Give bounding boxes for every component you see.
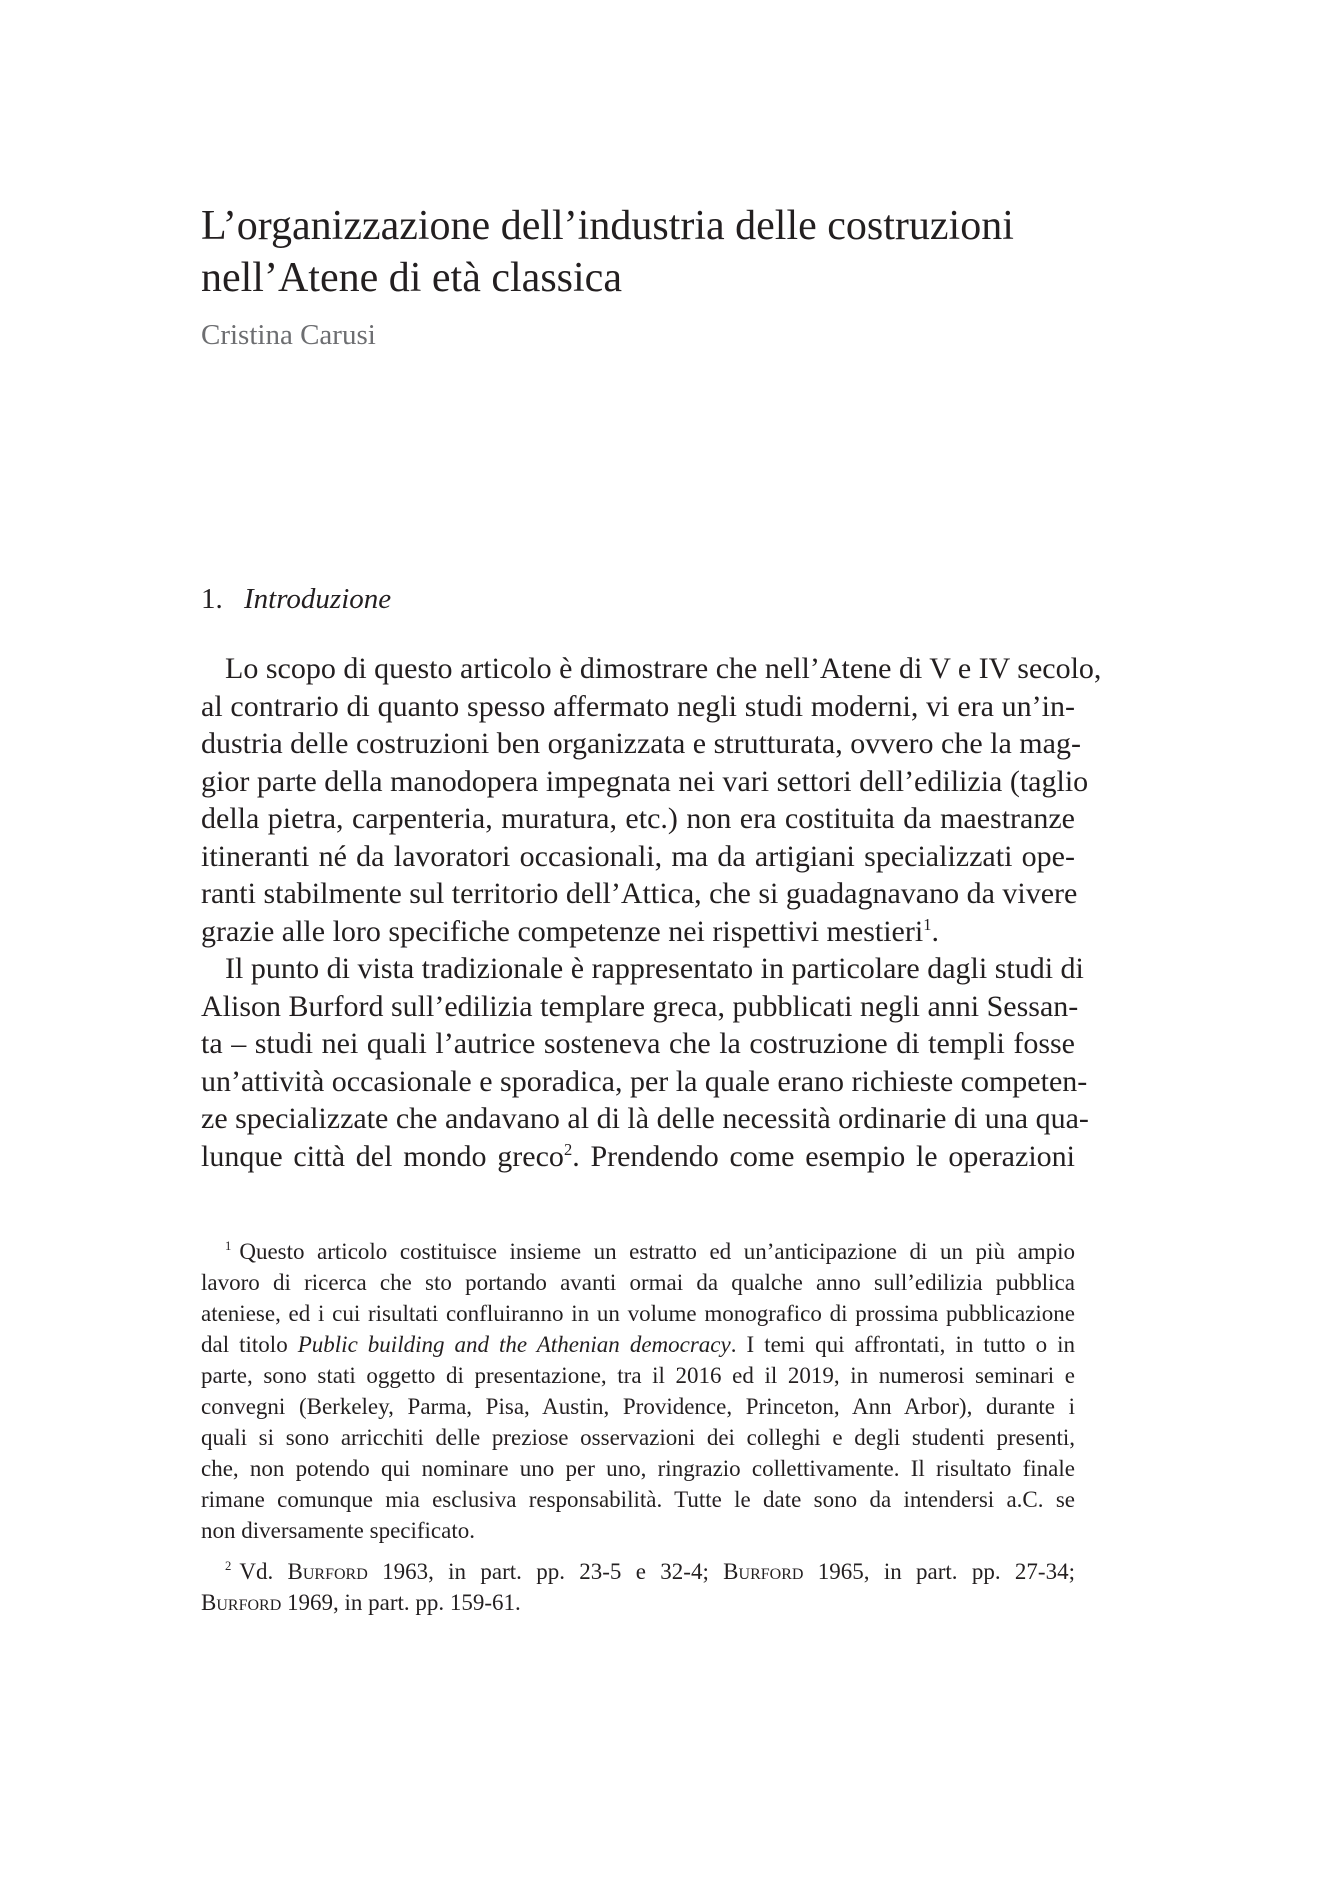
- body-line: Il punto di vista tradizionale è rappresentato in particolare dagli studi di: [225, 952, 1084, 985]
- footnote-text: Questo articolo costituisce insieme un estratto ed un’anticipazione di un più ampio: [239, 1239, 1075, 1264]
- footnote-line: ateniese, ed i cui risultati confluiranno in un volume monografico di prossima pubblicazione: [201, 1301, 1075, 1326]
- body-line: dustria delle costruzioni ben organizzata e strutturata, ovvero che la mag-: [201, 727, 1081, 760]
- footnote-ref-2[interactable]: 2: [563, 1139, 573, 1159]
- footnote-2: [201, 1556, 1075, 1618]
- body-line: gior parte della manodopera impegnata nei vari settori dell’edilizia (taglio: [201, 764, 1089, 798]
- body-line: ranti stabilmente sul territorio dell’Attica, che si guadagnavano da vivere: [201, 877, 1078, 910]
- author-name: Cristina Carusi: [201, 319, 376, 351]
- body-text: [201, 650, 1102, 1175]
- body-line: Alison Burford sull’edilizia templare greca, pubblicati negli anni Sessan-: [201, 989, 1079, 1023]
- footnote-1: [201, 1236, 1075, 1546]
- body-line: al contrario di quanto spesso affermato negli studi moderni, vi era un’in-: [201, 689, 1075, 723]
- footnote-line: che, non potendo qui nominare uno per uno, ringrazio collettivamente. Il risultato finale: [201, 1456, 1075, 1481]
- footnote-book-title: Public building and the Athenian democracy: [297, 1332, 731, 1357]
- body-line: ze specializzate che andavano al di là delle necessità ordinarie di una qua-: [201, 1102, 1089, 1135]
- footnote-line: convegni (Berkeley, Parma, Pisa, Austin, Providence, Princeton, Ann Arbor), durante i: [201, 1394, 1075, 1419]
- citation-author: Burford: [287, 1559, 368, 1584]
- body-line: itineranti né da lavoratori occasionali, ma da artigiani specializzati ope-: [201, 839, 1075, 873]
- body-text-run: lunque città del mondo greco: [201, 1139, 564, 1173]
- footnote-text: . I temi qui affrontati, in tutto o in: [730, 1332, 1075, 1357]
- footnote-text: 1965, in part. pp. 27-34;: [803, 1559, 1075, 1584]
- title-line-2: nell’Atene di età classica: [201, 255, 622, 301]
- footnote-line: lavoro di ricerca che sto portando avanti ormai da qualche anno sull’edilizia pubblica: [201, 1270, 1075, 1295]
- section-number: 1.: [201, 583, 223, 615]
- section-label: Introduzione: [244, 583, 392, 615]
- body-line: della pietra, carpenteria, muratura, etc.) non era costituita da maestranze: [201, 802, 1075, 835]
- footnote-ref-1[interactable]: 1: [923, 914, 932, 934]
- footnote-line: [201, 1556, 1075, 1587]
- title-line-1: L’organizzazione dell’industria delle costruzioni: [201, 203, 1014, 249]
- footnote-line: [201, 1236, 1075, 1267]
- body-line: Lo scopo di questo articolo è dimostrare che nell’Atene di V e IV secolo,: [225, 652, 1102, 685]
- footnote-text: 1969, in part. pp. 159-61.: [281, 1590, 521, 1615]
- article-title: [201, 200, 1101, 304]
- footnote-text: dal titolo: [201, 1332, 298, 1357]
- footnote-line: [201, 1587, 1075, 1618]
- footnote-line: quali si sono arricchiti delle preziose osservazioni dei colleghi e degli studenti presenti,: [201, 1425, 1075, 1450]
- footnote-mark: 1: [225, 1239, 232, 1254]
- footnote-mark: 2: [225, 1559, 232, 1574]
- footnote-line: non diversamente specificato.: [201, 1518, 475, 1543]
- body-text-run: . Prendendo come esempio le operazioni: [572, 1139, 1075, 1173]
- footnote-line: parte, sono stati oggetto di presentazione, tra il 2016 ed il 2019, in numerosi seminari e: [201, 1363, 1075, 1388]
- section-heading: [201, 581, 391, 617]
- body-text-run: grazie alle loro specifiche competenze nei rispettivi mestieri: [201, 914, 924, 948]
- footnotes: [201, 1236, 1075, 1618]
- citation-author: Burford: [201, 1590, 282, 1615]
- footnote-text: Vd.: [239, 1559, 288, 1584]
- body-line: un’attività occasionale e sporadica, per la quale erano richieste competen-: [201, 1064, 1088, 1098]
- footnote-line: rimane comunque mia esclusiva responsabilità. Tutte le date sono da intendersi a.C. se: [201, 1487, 1075, 1512]
- body-line: ta – studi nei quali l’autrice sosteneva che la costruzione di templi fosse: [201, 1027, 1075, 1060]
- body-line: [201, 1138, 1075, 1176]
- citation-author: Burford: [723, 1559, 804, 1584]
- footnote-line: [201, 1329, 1075, 1360]
- footnote-text: 1963, in part. pp. 23-5 e 32-4;: [367, 1559, 724, 1584]
- body-line: [201, 913, 1075, 951]
- body-text-run: .: [931, 914, 939, 948]
